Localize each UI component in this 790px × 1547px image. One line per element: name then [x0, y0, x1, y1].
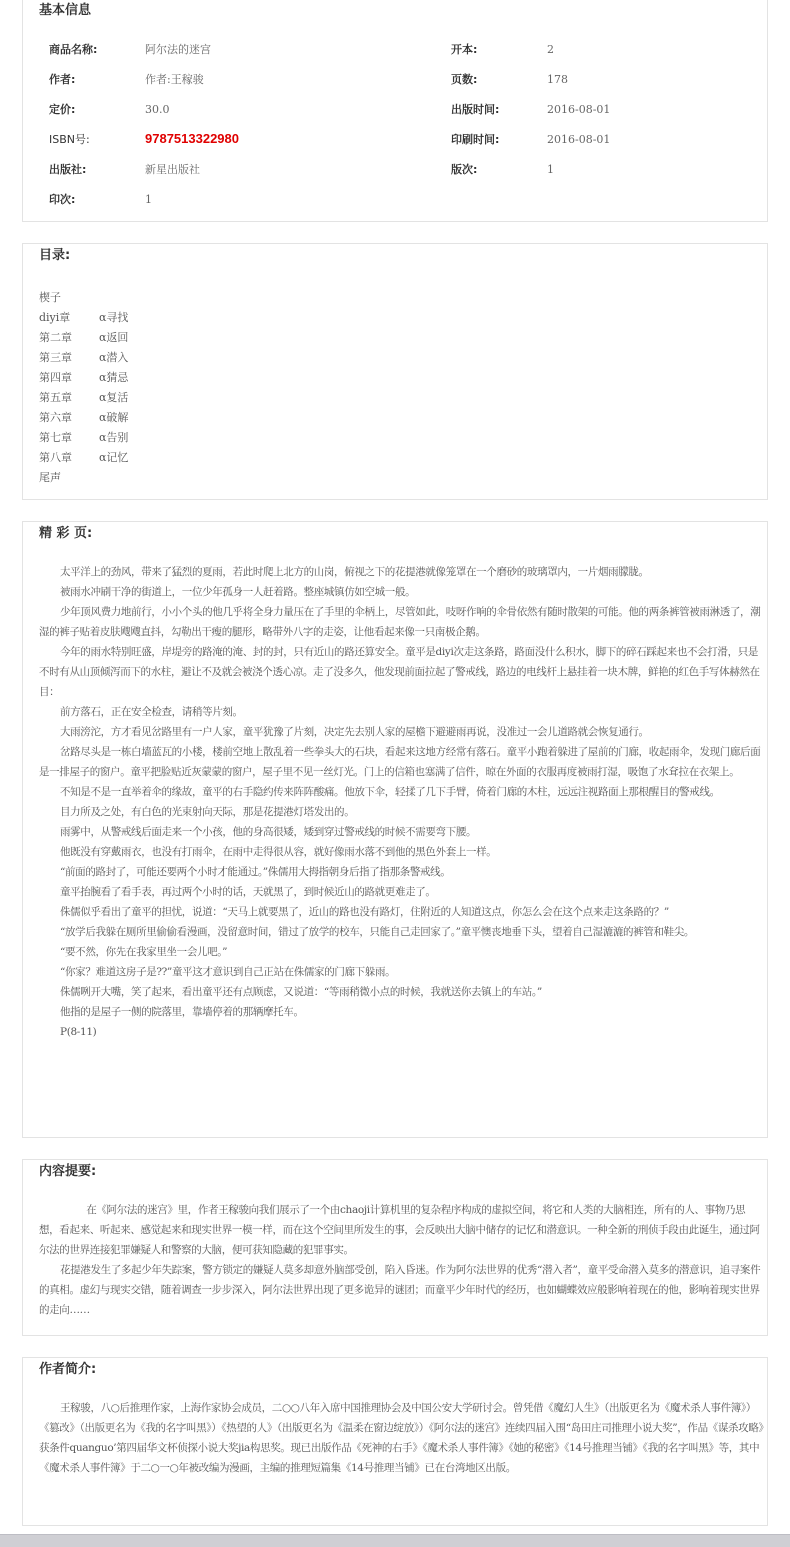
- paragraph: 太平洋上的劲风，带来了猛烈的夏雨，若此时爬上北方的山岗，俯视之下的花提港就像笼罩在一个磨砂的玻璃罩内，一片烟雨朦胧。: [60, 566, 649, 578]
- paragraph: 被雨水冲刷干净的街道上，一位少年孤身一人赶着路。整座城镇仿如空城一般。: [60, 586, 416, 598]
- impression-label: 印次:: [49, 193, 76, 206]
- product-name-value: 阿尔法的迷宫: [145, 43, 211, 56]
- paragraph: 今年的雨水特别旺盛，岸堤旁的路淹的淹、封的封，只有近山的路还算安全。童平是diyi次走这条路，路面没什么积水，脚下的碎石踩起来也不会打滑，只是不时有从山顶倾泻而下的水柱，避让不及就会被浇个透心凉。走了没多久，他发现前面拉起了警戒线，路边的电线杆上悬挂着一块木牌，鲜艳的红色手写体赫然在目：: [39, 646, 760, 698]
- publisher-label: 出版社:: [49, 163, 87, 176]
- author-label: 作者:: [49, 73, 76, 86]
- price-value: 30.0: [145, 103, 170, 116]
- impression-value: 1: [145, 193, 152, 206]
- page-reference: P(8-11): [60, 1026, 97, 1038]
- paragraph: “放学后我躲在厕所里偷偷看漫画，没留意时间，错过了放学的校车，只能自己走回家了。”童平懊丧地垂下头，望着自己湿漉漉的裤管和鞋尖。: [60, 926, 695, 938]
- edition-value: 1: [547, 163, 554, 176]
- summary-title: 内容提要:: [39, 1164, 97, 1179]
- author-panel: [22, 1357, 768, 1526]
- author-bio-text: [39, 1398, 765, 1478]
- paragraph: 少年顶风费力地前行，小小个头的他几乎将全身力量压在了手里的伞柄上，尽管如此，吱呀作响的伞骨依然有随时散架的可能。他的两条裤管被雨淋透了，潮湿的裤子贴着皮肤飕飕直抖，勾勒出干瘦的腿形，略带外八字的走姿，让他看起来像一只南极企鹅。: [39, 606, 761, 638]
- paragraph: 他指的是屋子一侧的院落里，靠墙停着的那辆摩托车。: [60, 1006, 304, 1018]
- excerpt-panel: [22, 521, 768, 1138]
- publish-date-label: 出版时间:: [451, 103, 500, 116]
- basic-info-grid: [23, 35, 767, 215]
- format-label: 开本:: [451, 43, 478, 56]
- info-row: [23, 185, 767, 215]
- toc-title: 目录:: [39, 248, 71, 263]
- paragraph: 目力所及之处，有白色的光束射向天际，那是花提港灯塔发出的。: [60, 806, 355, 818]
- paragraph: “前面的路封了，可能还要两个小时才能通过。”侏儒用大拇指朝身后指了指那条警戒线。: [60, 866, 451, 878]
- publish-date-value: 2016-08-01: [547, 103, 611, 116]
- author-value: 作者:王稼骏: [145, 73, 204, 86]
- author-bio-title: 作者简介:: [39, 1362, 97, 1377]
- product-name-label: 商品名称:: [49, 43, 98, 56]
- summary-panel: [22, 1159, 768, 1336]
- paragraph: 他既没有穿戴雨衣，也没有打雨伞，在雨中走得很从容，就好像雨水落不到他的黑色外套上一样。: [60, 846, 497, 858]
- info-row: [23, 65, 767, 95]
- info-row: [23, 155, 767, 185]
- paragraph: 王稼骏，八○后推理作家，上海作家协会成员，二○○八年入席中国推理协会及中国公安大学研讨会。曾凭借《魔幻人生》（出版更名为《魔术杀人事件簿》）《篡改》（出版更名为《我的名字叫黑》）《热望的人》（出版更名为《温柔在窗边绽放》）《阿尔法的迷宫》连续四届入围“岛田庄司推理小说大奖”，作品《谋杀攻略》获条件quanguo’第四届华文杯侦探小说大奖jia构思奖。现已出版作品《死神的右手》《魔术杀人事件簿》《她的秘密》《14号推理当铺》《我的名字叫黑》等，其中《魔术杀人事件簿》于二○一○年被改编为漫画，主编的推理短篇集《14号推理当铺》已在台湾地区出版。: [39, 1402, 764, 1474]
- footer-bar: [0, 1534, 790, 1547]
- paragraph: 童平抬腕看了看手表，再过两个小时的话，天就黑了，到时候近山的路就更难走了。: [60, 886, 436, 898]
- format-value: 2: [547, 43, 554, 56]
- print-date-label: 印刷时间:: [451, 133, 500, 146]
- paragraph: “你家？难道这房子是??”童平这才意识到自己正站在侏儒家的门廊下躲雨。: [60, 966, 396, 978]
- basic-info-panel: [22, 0, 768, 222]
- toc-panel: 目录: 楔子 diyi章 α寻找 第二章 α返回 第三章 α潜入 第四章 α猜忌 第五章 α复活 第六章 α破解 第七章 α告别 第八章 α记忆 尾声: [22, 243, 768, 500]
- isbn-label: ISBN号:: [49, 133, 90, 146]
- info-row: [23, 35, 767, 65]
- paragraph: 大雨滂沱，方才看见岔路里有一户人家，童平犹豫了片刻，决定先去别人家的屋檐下避避雨再说，没准过一会儿道路就会恢复通行。: [60, 726, 649, 738]
- paragraph: 岔路尽头是一栋白墙蓝瓦的小楼，楼前空地上散乱着一些拳头大的石块，看起来这地方经常有落石。童平小跑着躲进了屋前的门廊，收起雨伞，发现门廊后面是一排屋子的窗户。童平把脸贴近灰蒙蒙的窗户，屋子里不见一丝灯光。门上的信箱也塞满了信件，晾在外面的衣服再度被雨打湿，吸饱了水耷拉在衣架上。: [39, 746, 761, 778]
- paragraph: 侏儒似乎看出了童平的担忧，说道：“天马上就要黑了，近山的路也没有路灯，住附近的人知道这点，你怎么会在这个点来走这条路的？”: [60, 906, 669, 918]
- paragraph: 侏儒咧开大嘴，笑了起来，看出童平还有点顾虑，又说道：“等雨稍微小点的时候，我就送你去镇上的车站。”: [60, 986, 542, 998]
- print-date-value: 2016-08-01: [547, 133, 611, 146]
- price-label: 定价:: [49, 103, 76, 116]
- paragraph: 花提港发生了多起少年失踪案，警方锁定的嫌疑人莫多却意外脑部受创，陷入昏迷。作为阿尔法世界的优秀“潜入者”，童平受命潜入莫多的潜意识，追寻案件的真相。虚幻与现实交错，随着调查一步步深入，阿尔法世界出现了更多诡异的谜团；而童平少年时代的经历，也如蝴蝶效应般影响着现在的他，影响着现实世界的走向……: [39, 1264, 761, 1316]
- paragraph: 前方落石，正在安全检查，请稍等片刻。: [60, 706, 243, 718]
- paragraph: 雨雾中，从警戒线后面走来一个小孩，他的身高很矮，矮到穿过警戒线的时候不需要弯下腰。: [60, 826, 477, 838]
- pages-label: 页数:: [451, 73, 478, 86]
- excerpt-text: [39, 562, 765, 1042]
- info-row: [23, 95, 767, 125]
- excerpt-title: 精 彩 页:: [39, 526, 93, 541]
- info-row: [23, 125, 767, 155]
- edition-label: 版次:: [451, 163, 478, 176]
- isbn-value: 9787513322980: [145, 131, 239, 146]
- paragraph: “要不然，你先在我家里坐一会儿吧。”: [60, 946, 228, 958]
- basic-info-title: 基本信息: [39, 3, 92, 18]
- paragraph: 不知是不是一直举着伞的缘故，童平的右手隐约传来阵阵酸痛。他放下伞，轻揉了几下手臂，倚着门廊的木柱，远远注视路面上那根醒目的警戒线。: [60, 786, 720, 798]
- publisher-value: 新星出版社: [145, 163, 200, 176]
- paragraph: 在《阿尔法的迷宫》里，作者王稼骏向我们展示了一个由chaoji计算机里的复杂程序构成的虚拟空间，将它和人类的大脑相连，所有的人、事物乃思想，看起来、听起来、感觉起来和现实世界一模一样，而在这个空间里所发生的事，会反映出大脑中储存的记忆和潜意识。一种全新的刑侦手段由此诞生，通过阿尔法的世界连接犯罪嫌疑人和警察的大脑，便可获知隐藏的犯罪事实。: [39, 1204, 760, 1256]
- pages-value: 178: [547, 73, 568, 86]
- summary-text: [39, 1200, 765, 1320]
